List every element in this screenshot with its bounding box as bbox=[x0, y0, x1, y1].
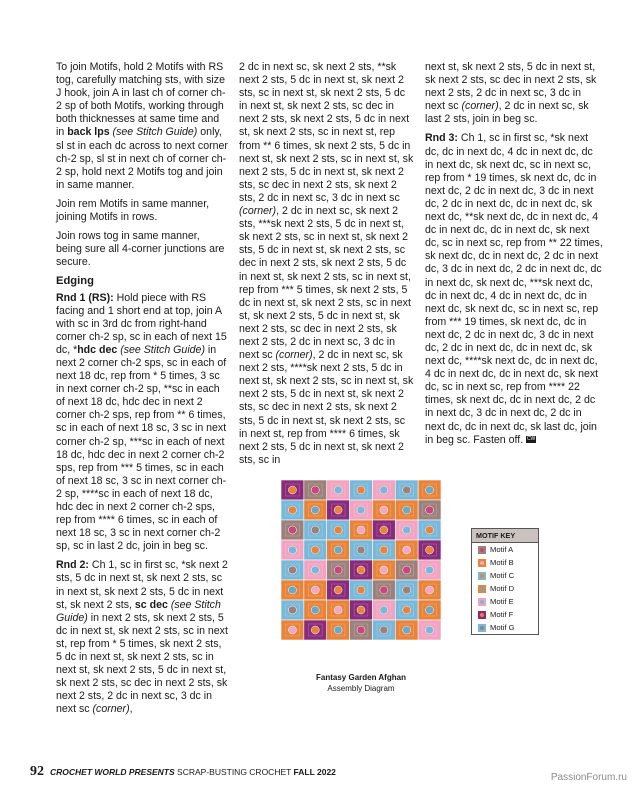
motif-square-D bbox=[327, 540, 350, 560]
motif-key-label: Motif F bbox=[490, 610, 514, 619]
text-run: , bbox=[129, 703, 133, 716]
motif-square-D bbox=[304, 600, 327, 620]
motif-square-G bbox=[281, 560, 304, 580]
assembly-grid bbox=[281, 480, 441, 640]
bold-term: sc dec bbox=[134, 598, 168, 611]
motif-square-C bbox=[350, 480, 373, 500]
motif-key bbox=[471, 528, 539, 635]
motif-square-A bbox=[327, 560, 350, 580]
italic-ref: (corner) bbox=[275, 349, 313, 362]
motif-square-G bbox=[395, 580, 418, 600]
motif-key-label: Motif E bbox=[490, 597, 514, 606]
motif-square-B bbox=[304, 580, 327, 600]
diagram-caption bbox=[281, 672, 441, 694]
motif-swatch-icon bbox=[478, 598, 486, 606]
italic-ref: (see Stitch Guide) bbox=[56, 598, 221, 624]
join-rem-paragraph: Join rem Motifs in same manner, joining Motifs in rows. bbox=[56, 197, 210, 224]
motif-square-D bbox=[304, 500, 327, 520]
watermark: PassionForum.ru bbox=[550, 772, 627, 783]
motif-key-item bbox=[472, 543, 538, 556]
motif-square-E bbox=[395, 520, 418, 540]
text-run: To join Motifs, hold 2 Motifs with RS tog, carefully matching sts, with size J hook, join A in last ch of corner ch-2 sp of both Motifs, working through both thicknesses at same time and in bbox=[56, 61, 226, 139]
round-label: Rnd 1 (RS): bbox=[56, 291, 114, 304]
motif-square-B bbox=[418, 580, 441, 600]
motif-square-B bbox=[281, 620, 304, 640]
motif-square-F bbox=[327, 500, 350, 520]
italic-ref: (corner) bbox=[239, 205, 277, 218]
motif-swatch-icon bbox=[478, 572, 486, 580]
text-column-2 bbox=[239, 61, 415, 473]
rnd3-paragraph bbox=[425, 132, 603, 446]
motif-square-C bbox=[372, 540, 395, 560]
motif-key-item bbox=[472, 569, 538, 582]
motif-square-C bbox=[281, 500, 304, 520]
issue-season: FALL 2022 bbox=[293, 767, 336, 777]
publication-name: CROCHET WORLD PRESENTS bbox=[50, 767, 175, 777]
motif-square-F bbox=[350, 560, 373, 580]
motif-square-A bbox=[395, 560, 418, 580]
italic-ref: (corner) bbox=[461, 100, 499, 113]
motif-key-item bbox=[472, 595, 538, 608]
edging-heading: Edging bbox=[56, 275, 94, 288]
motif-square-A bbox=[304, 480, 327, 500]
motif-swatch-icon bbox=[478, 559, 486, 567]
motif-square-F bbox=[304, 620, 327, 640]
motif-square-E bbox=[418, 620, 441, 640]
motif-square-C bbox=[304, 540, 327, 560]
motif-square-G bbox=[350, 540, 373, 560]
motif-square-D bbox=[418, 480, 441, 500]
bold-term: back lps bbox=[67, 126, 110, 139]
caption-subtitle: Assembly Diagram bbox=[327, 684, 395, 693]
bold-term: hdc dec bbox=[77, 343, 118, 356]
motif-key-label: Motif G bbox=[490, 623, 515, 632]
motif-key-item bbox=[472, 608, 538, 621]
motif-key-item bbox=[472, 556, 538, 569]
motif-key-list bbox=[472, 543, 538, 634]
motif-square-E bbox=[372, 600, 395, 620]
motif-square-B bbox=[372, 560, 395, 580]
motif-square-F bbox=[281, 480, 304, 500]
text-run: 2 dc in next sc, sk next 2 sts, **sk next 2 sts, 5 dc in next st, sk next 2 sts, sc in next st, sk next 2 sts, 5 dc in next st, sk next 2 sts, sc dec in next 2 sts, sk next 2 sts, 5 dc in next st, sk next 2 sts, sc in next st, rep from ** 6 times, sk next 2 sts, 5 dc in next st, sk next 2 sts, sc in next st, sk next 2 sts, 5 dc in next st, sk next 2 sts, sc dec in next 2 sts, sk next 2 sts, 2 dc in next sc, 3 dc in next sc bbox=[239, 61, 414, 204]
motif-square-C bbox=[327, 520, 350, 540]
text-run: Ch 1, sc in first sc, *sk next 2 sts, 5 dc in next st, sk next 2 sts, sc in next st, sk next 2 sts, 5 dc in next st, sk next 2 sts, bbox=[56, 559, 228, 611]
page-number: 92 bbox=[30, 764, 44, 779]
motif-square-D bbox=[327, 620, 350, 640]
motif-square-F bbox=[350, 600, 373, 620]
text-run: in next 2 corner ch-2 sps, sc in each of next 18 dc, rep from * 5 times, 3 sc in next corner ch-2 sp, **sc in each of next 18 dc, hdc dec in next 2 corner ch-2 sps, rep from ** 6 times, sc in each of next 18 sc, 3 sc in next corner ch-2 sp, ***sc in each of next 18 dc, hdc dec in next 2 corner ch-2 sps, rep from *** 5 times, sc in each of next 18 sc, 3 sc in next corner ch-2 sp, ****sc in each of next 18 dc, hdc dec in next 2 corner ch-2 sps, rep from **** 6 times, sc in each of next 18 sc, 3 sc in next corner ch-2 sp, sc in last 2 dc, join in beg sc. bbox=[56, 343, 227, 553]
join-motifs-paragraph bbox=[56, 61, 228, 192]
motif-swatch-icon bbox=[478, 546, 486, 554]
italic-ref: (see Stitch Guide) bbox=[109, 126, 198, 139]
round-label: Rnd 3: bbox=[425, 132, 458, 145]
motif-square-E bbox=[350, 500, 373, 520]
text-run: Hold piece with RS facing and 1 short end at top, join A with sc in 3rd dc from right-hand corner ch-2 sp, sc in each of next 15 dc, * bbox=[56, 291, 227, 356]
motif-square-A bbox=[281, 520, 304, 540]
motif-square-B bbox=[350, 520, 373, 540]
text-run: only, sl st in each dc across to next corner ch-2 sp, sl st in next ch of corner ch-2 sp, hold next 2 Motifs tog and join in same manner. bbox=[56, 126, 228, 191]
caption-title: Fantasy Garden Afghan bbox=[316, 673, 406, 682]
motif-square-D bbox=[395, 620, 418, 640]
motif-square-F bbox=[418, 540, 441, 560]
motif-square-E bbox=[418, 560, 441, 580]
motif-square-A bbox=[350, 620, 373, 640]
motif-key-label: Motif B bbox=[490, 558, 514, 567]
text-run: , 2 dc in next sc, sk next 2 sts, ****sk next 2 sts, 5 dc in next st, sk next 2 sts, sc in next st, sk next 2 sts, 5 dc in next st, sk next 2 sts, sc dec in next 2 sts, sk next 2 sts, 5 dc in next st, sk next 2 sts, sc in next st, rep from **** 6 times, sk next 2 sts, 5 dc in next st, sk next 2 sts, sc in bbox=[239, 349, 414, 466]
text-run: in next 2 sts, sk next 2 sts, 5 dc in next st, sk next 2 sts, sc in next st, rep from * 5 times, sk next 2 sts, 5 dc in next st, sk next 2 sts, sc in next st, sk next 2 sts, 5 dc in next st, sk next 2 sts, sc dec in next 2 sts, sk next 2 sts, 2 dc in next sc, 3 dc in next sc bbox=[56, 611, 228, 716]
motif-square-B bbox=[327, 600, 350, 620]
motif-square-G bbox=[281, 600, 304, 620]
assembly-diagram bbox=[281, 480, 441, 640]
text-run: Ch 1, sc in first sc, *sk next dc, dc in next dc, 4 dc in next dc, dc in next dc, sk next dc, sc in next sc, rep from * 19 times, sk next dc, dc in next dc, 2 dc in next dc, 3 dc in next dc, 2 dc in next dc, dc in next dc, sk next dc, **sk next dc, dc in next dc, 4 dc in next dc, dc in next dc, sk next dc, sc in next sc, rep from ** 22 times, sk next dc, dc in next dc, 2 dc in next dc, 3 dc in next dc, 2 dc in next dc, dc in next dc, sk next dc, ***sk next dc, dc in next dc, 4 dc in next dc, dc in next dc, sk next dc, sc in next sc, rep from *** 19 times, sk next dc, dc in next dc, 2 dc in next dc, 3 dc in next dc, 2 dc in next dc, dc in next dc, sk next dc, ****sk next dc, dc in next dc, 4 dc in next dc, dc in next dc, sk next dc, sc in next sc, rep from **** 22 times, sk next dc, dc in next dc, 2 dc in next dc, 3 dc in next dc, 2 dc in next dc, dc in next dc, sk last dc, join in beg sc. Fasten off. bbox=[425, 132, 603, 446]
text-run: , 2 dc in next sc, sk last 2 sts, join in beg sc. bbox=[425, 100, 589, 126]
motif-square-B bbox=[372, 500, 395, 520]
motif-square-G bbox=[372, 620, 395, 640]
rnd2-continued-paragraph bbox=[239, 61, 415, 467]
motif-square-A bbox=[418, 500, 441, 520]
motif-square-G bbox=[395, 480, 418, 500]
text-run: , 2 dc in next sc, sk next 2 sts, ***sk next 2 sts, 5 dc in next st, sk next 2 sts, sc in next st, sk next 2 sts, 5 dc in next st, sk next 2 sts, sc dec in next 2 sts, sk next 2 sts, 5 dc in next st, sk next 2 sts, sc in next st, rep from *** 5 times, sk next 2 sts, 5 dc in next st, sk next 2 sts, sc in next st, sk next 2 sts, 5 dc in next st, sk next 2 sts, sc dec in next 2 sts, sk next 2 sts, 2 dc in next sc, 3 dc in next sc bbox=[239, 205, 411, 362]
motif-swatch-icon bbox=[478, 585, 486, 593]
end-of-pattern-icon: CW bbox=[526, 436, 536, 443]
rnd2-paragraph bbox=[56, 559, 228, 716]
motif-square-D bbox=[281, 580, 304, 600]
motif-key-item bbox=[472, 621, 538, 634]
motif-square-D bbox=[418, 600, 441, 620]
motif-square-F bbox=[327, 580, 350, 600]
motif-square-C bbox=[418, 520, 441, 540]
motif-square-D bbox=[395, 500, 418, 520]
motif-square-E bbox=[304, 560, 327, 580]
motif-key-item bbox=[472, 582, 538, 595]
motif-key-title: MOTIF KEY bbox=[472, 529, 538, 543]
motif-square-F bbox=[372, 520, 395, 540]
italic-ref: (corner) bbox=[92, 703, 130, 716]
motif-square-E bbox=[372, 480, 395, 500]
page-footer bbox=[30, 764, 336, 780]
motif-swatch-icon bbox=[478, 611, 486, 619]
motif-square-E bbox=[327, 480, 350, 500]
italic-ref: (see Stitch Guide) bbox=[117, 343, 205, 356]
motif-square-C bbox=[350, 580, 373, 600]
rnd2-end-paragraph bbox=[425, 61, 603, 126]
motif-square-A bbox=[372, 580, 395, 600]
text-run: next st, sk next 2 sts, 5 dc in next st, sk next 2 sts, sc dec in next 2 sts, sk next 2 sts, 2 dc in next sc, 3 dc in next sc bbox=[425, 61, 597, 113]
motif-square-C bbox=[395, 600, 418, 620]
rnd1-paragraph bbox=[56, 292, 228, 554]
round-label: Rnd 2: bbox=[56, 559, 89, 572]
text-column-1 bbox=[56, 61, 228, 723]
motif-key-label: Motif C bbox=[490, 571, 515, 580]
motif-square-G bbox=[304, 520, 327, 540]
motif-key-label: Motif D bbox=[490, 584, 515, 593]
issue-name: SCRAP-BUSTING CROCHET bbox=[174, 767, 294, 777]
join-rows-paragraph: Join rows tog in same manner, being sure all 4-corner junctions are secure. bbox=[56, 230, 225, 269]
motif-key-label: Motif A bbox=[490, 545, 514, 554]
motif-swatch-icon bbox=[478, 624, 486, 632]
text-column-3 bbox=[425, 61, 603, 453]
motif-square-B bbox=[395, 540, 418, 560]
motif-square-E bbox=[281, 540, 304, 560]
